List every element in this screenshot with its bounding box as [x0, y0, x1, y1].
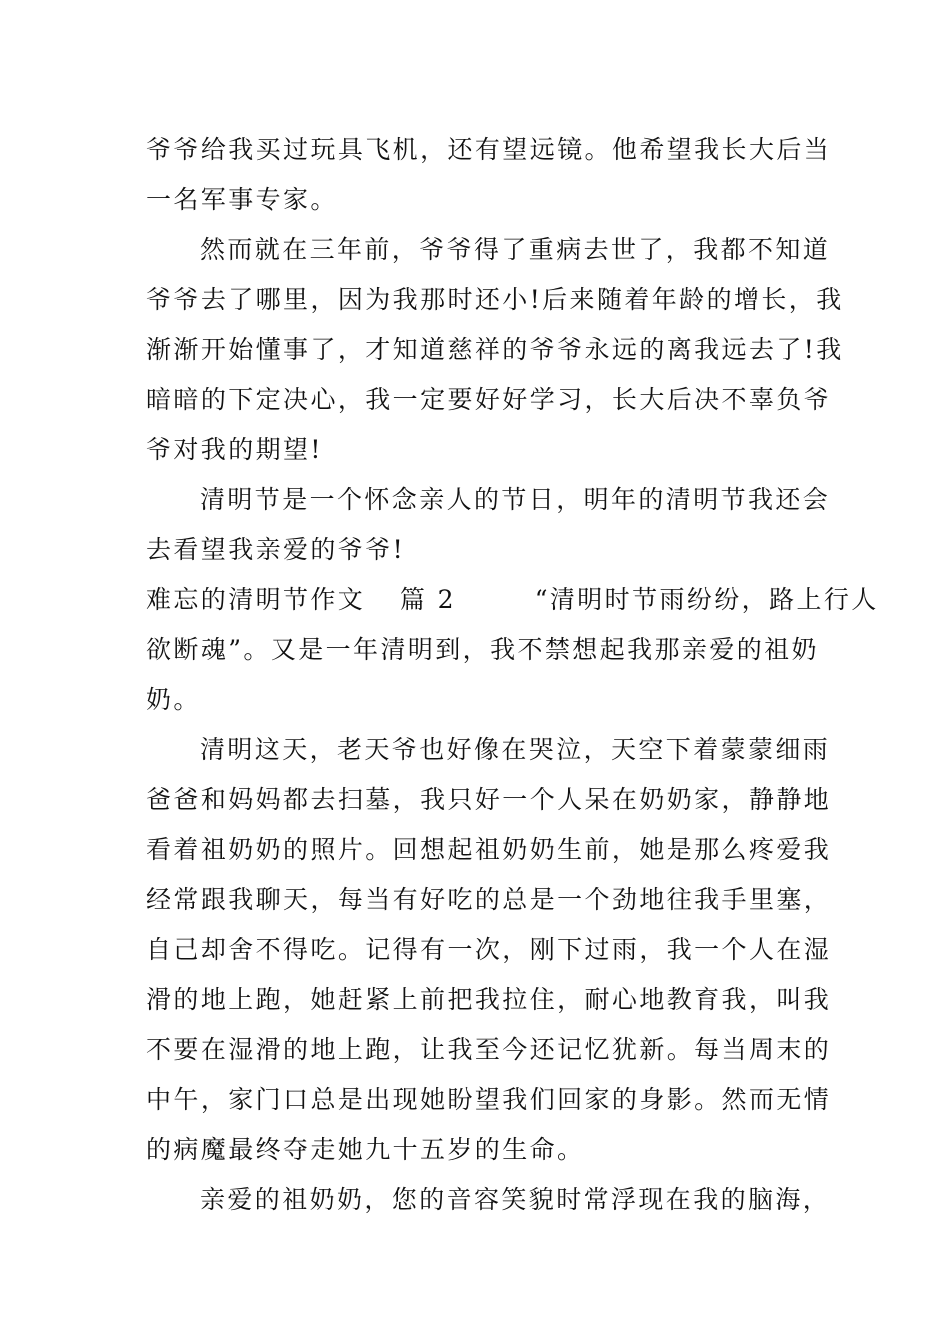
paragraph-line: 然而就在三年前，爷爷得了重病去世了，我都不知道: [200, 235, 831, 264]
paragraph-line: 中 午 ， 家 门 口 总 是 出 现 她 盼 望 我 们 回 家 的 身 影 。 然 而 无 情: [146, 1085, 832, 1114]
paragraph-line: 暗 暗 的 下 定 决 心 ， 我 一 定 要 好 好 学 习 ， 长 大 后 决 不 辜 负 爷: [146, 385, 832, 414]
paragraph-line: 爷对我的期望!: [146, 435, 323, 464]
poem-quote: “清明时节雨纷纷，路上行人: [534, 585, 879, 614]
paragraph-line: 奶。: [146, 685, 201, 714]
essay-heading: [146, 583, 879, 617]
paragraph-line: 渐 渐 开 始 懂 事 了 ， 才 知 道 慈 祥 的 爷 爷 永 远 的 离 我 远 去 了 ! 我: [146, 335, 844, 364]
paragraph-line: 一名军事专家。: [146, 185, 338, 214]
paragraph-line: 经 常 跟 我 聊 天 ， 每 当 有 好 吃 的 总 是 一 个 劲 地 往 我 手 里 塞 ，: [146, 885, 832, 914]
paragraph-line: 爷 爷 给 我 买 过 玩 具 飞 机 ， 还 有 望 远 镜 。 他 希 望 我 长 大 后 当: [146, 135, 832, 164]
paragraph-line: 不 要 在 湿 滑 的 地 上 跑 ， 让 我 至 今 还 记 忆 犹 新 。 每 当 周 末 的: [146, 1035, 832, 1064]
essay-title: 难忘的清明节作文: [146, 585, 366, 614]
paragraph-line: 欲 断 魂 ” 。 又 是 一 年 清 明 到 ， 我 不 禁 想 起 我 那 亲 爱 的 祖 奶: [146, 635, 819, 664]
paragraph-line: 清明这天，老天爷也好像在哭泣，天空下着蒙蒙细雨: [200, 735, 831, 764]
paragraph-line: 去看望我亲爱的爷爷!: [146, 535, 406, 564]
paragraph-line: 看 着 祖 奶 奶 的 照 片 。 回 想 起 祖 奶 奶 生 前 ， 她 是 那 么 疼 爱 我: [146, 835, 832, 864]
section-number: 篇 2: [399, 585, 456, 614]
paragraph-line: 滑 的 地 上 跑 ， 她 赶 紧 上 前 把 我 拉 住 ， 耐 心 地 教 育 我 ， 叫 我: [146, 985, 832, 1014]
paragraph-line: 自 己 却 舍 不 得 吃 。 记 得 有 一 次 ， 刚 下 过 雨 ， 我 一 个 人 在 湿: [146, 935, 832, 964]
paragraph-line: 爷 爷 去 了 哪 里 ， 因 为 我 那 时 还 小 ! 后 来 随 着 年 龄 的 增 长 ， 我: [146, 285, 844, 314]
paragraph-line: 爸 爸 和 妈 妈 都 去 扫 墓 ， 我 只 好 一 个 人 呆 在 奶 奶 家 ， 静 静 地: [146, 785, 832, 814]
paragraph-line: 的病魔最终夺走她九十五岁的生命。: [146, 1135, 585, 1164]
paragraph-line: 亲爱的祖奶奶，您的音容笑貌时常浮现在我的脑海，: [200, 1185, 831, 1214]
paragraph-line: 清明节是一个怀念亲人的节日，明年的清明节我还会: [200, 485, 831, 514]
